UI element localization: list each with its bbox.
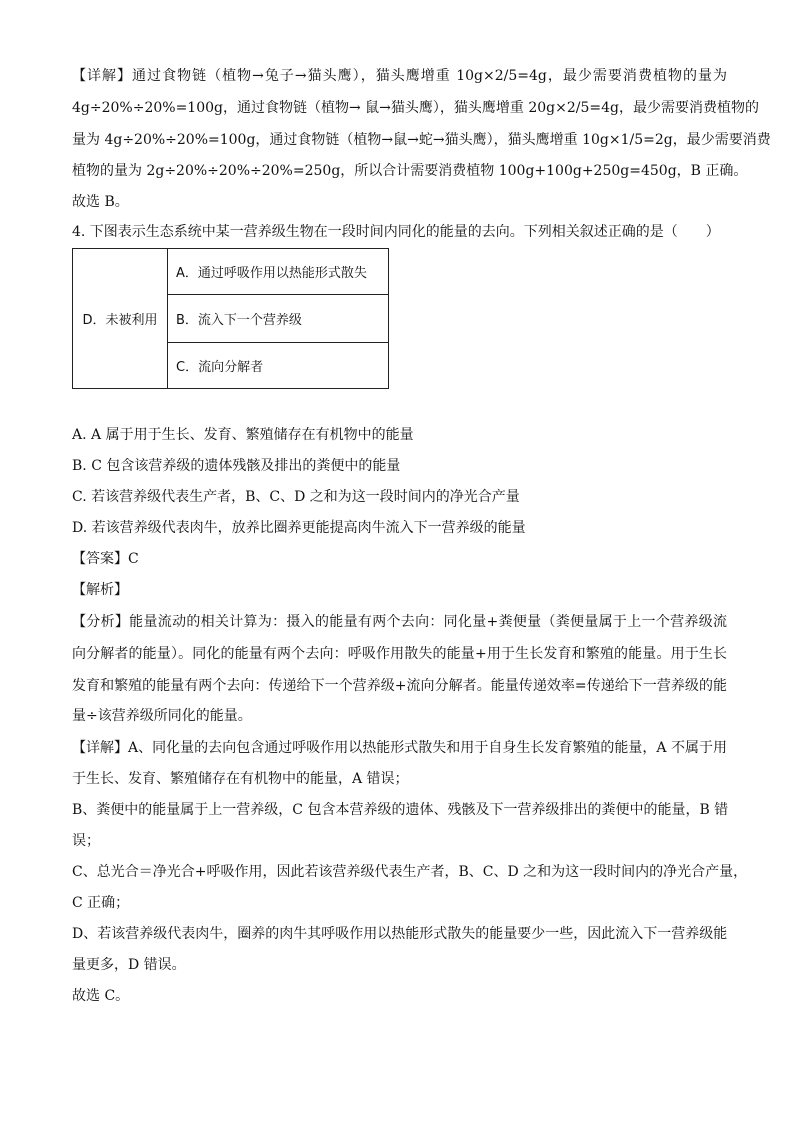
detail-line-5: C、总光合＝净光合+呼吸作用，因此若该营养级代表生产者，B、C、D 之和为这一段时间内的净光合产量，: [72, 864, 748, 880]
analysis-line-4: 量÷该营养级所同化的能量。: [72, 708, 252, 724]
analysis-line-1: 【分析】能量流动的相关计算为：摄入的能量有两个去向：同化量+粪便量（粪便量属于上一个营养级流: [72, 614, 727, 630]
table-cell-next-level: B．流入下一个营养级: [168, 295, 389, 343]
q4-conclusion: 故选 C。: [72, 988, 130, 1004]
q3-detail-line-2: 4g÷20%÷20%=100g，通过食物链（植物→ 鼠→猫头鹰），猫头鹰增重 20g×2/5=4g，最少需要消费植物的: [72, 100, 759, 116]
energy-flow-table: [72, 248, 389, 389]
option-b: B. C 包含该营养级的遗体残骸及排出的粪便中的能量: [72, 458, 401, 474]
q3-detail-line-4: 植物的量为 2g÷20%÷20%÷20%=250g，所以合计需要消费植物 100g+100g+250g=450g，B 正确。: [72, 163, 748, 179]
analysis-line-2: 向分解者的能量）。同化的能量有两个去向：呼吸作用散失的能量+用于生长发育和繁殖的能量。用于生长: [72, 646, 727, 662]
detail-line-1: 【详解】A、同化量的去向包含通过呼吸作用以热能形式散失和用于自身生长发育繁殖的能量，A 不属于用: [72, 740, 727, 756]
table-cell-decomposer: C．流向分解者: [168, 343, 389, 389]
analysis-line-3: 发育和繁殖的能量有两个去向：传递给下一个营养级+流向分解者。能量传递效率=传递给下一营养级的能: [72, 678, 727, 694]
option-c: C. 若该营养级代表生产者，B、C、D 之和为这一段时间内的净光合产量: [72, 489, 520, 505]
question-4-stem: 4. 下图表示生态系统中某一营养级生物在一段时间内同化的能量的去向。下列相关叙述正确的是（ ）: [72, 224, 720, 240]
option-d: D. 若该营养级代表肉牛，放养比圈养更能提高肉牛流入下一营养级的能量: [72, 520, 526, 536]
q3-detail-line-3: 量为 4g÷20%÷20%=100g，通过食物链（植物→鼠→蛇→猫头鹰），猫头鹰增重 10g×1/5=2g，最少需要消费: [72, 132, 771, 148]
q3-conclusion: 故选 B。: [72, 194, 129, 210]
detail-line-8: 量更多，D 错误。: [72, 957, 186, 973]
q3-detail-line-1: 【详解】通过食物链（植物→兔子→猫头鹰），猫头鹰增重 10g×2/5=4g，最少需要消费植物的量为: [72, 68, 727, 84]
answer-label: 【答案】C: [72, 551, 139, 567]
analysis-heading: 【解析】: [72, 582, 128, 598]
table-cell-unused: D．未被利用: [73, 249, 168, 389]
detail-line-2: 于生长、发育、繁殖储存在有机物中的能量，A 错误；: [72, 771, 409, 787]
table-cell-respiration: A．通过呼吸作用以热能形式散失: [168, 249, 389, 295]
detail-line-3: B、粪便中的能量属于上一营养级，C 包含本营养级的遗体、残骸及下一营养级排出的粪便中的能量，B 错: [72, 802, 729, 818]
option-a: A. A 属于用于生长、发育、繁殖储存在有机物中的能量: [72, 427, 414, 443]
detail-line-4: 误；: [72, 833, 100, 849]
detail-line-7: D、若该营养级代表肉牛，圈养的肉牛其呼吸作用以热能形式散失的能量要少一些，因此流入下一营养级能: [72, 926, 728, 942]
detail-line-6: C 正确；: [72, 895, 130, 911]
